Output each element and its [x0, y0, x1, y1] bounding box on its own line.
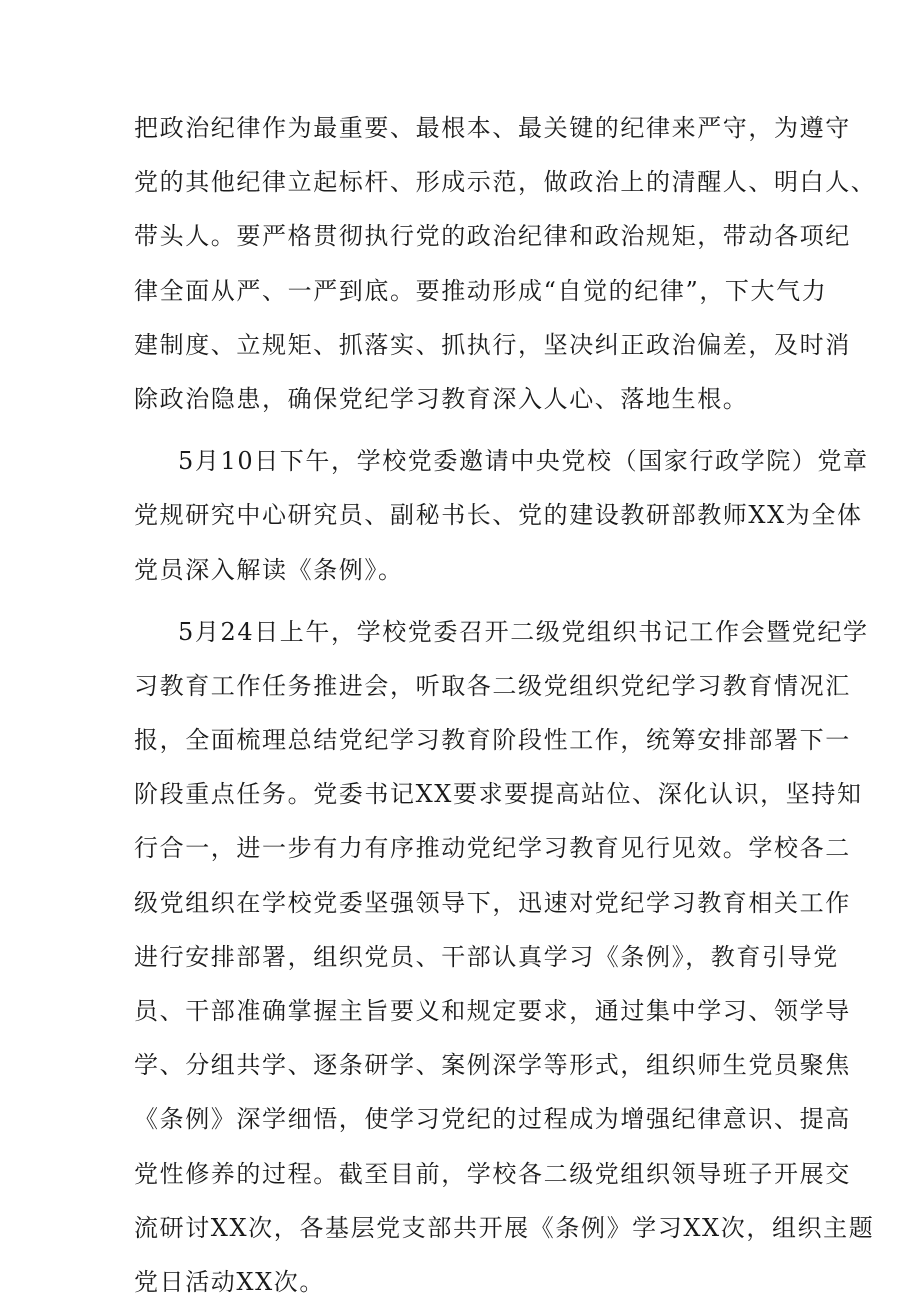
- document-body: [134, 101, 877, 1309]
- paragraph-may-10: [134, 434, 869, 597]
- paragraph-gap: [134, 597, 794, 605]
- text-line: 党员深入解读《条例》。: [134, 555, 404, 584]
- text-line: 级党组织在学校党委坚强领导下，迅速对党纪学习教育相关工作: [134, 888, 851, 917]
- text-line: 5月10日下午，学校党委邀请中央党校（国家行政学院）党章: [178, 447, 869, 476]
- text-line: 党的其他纪律立起标杆、形成示范，做政治上的清醒人、明白人、: [134, 168, 877, 197]
- text-line: 律全面从严、一严到底。要推动形成“自觉的纪律”，下大气力: [134, 276, 828, 305]
- text-line: 流研讨XX次，各基层党支部共开展《条例》学习XX次，组织主题: [134, 1213, 875, 1242]
- text-line: 阶段重点任务。党委书记XX要求要提高站位、深化认识，坚持知: [134, 780, 863, 809]
- text-line: 带头人。要严格贯彻执行党的政治纪律和政治规矩，带动各项纪: [134, 222, 851, 251]
- text-line: 学、分组共学、逐条研学、案例深学等形式，组织师生党员聚焦: [134, 1051, 851, 1080]
- text-line: 党日活动XX次。: [134, 1267, 325, 1296]
- text-line: 党性修养的过程。截至目前，学校各二级党组织领导班子开展交: [134, 1159, 851, 1188]
- paragraph-discipline: [134, 101, 877, 426]
- text-line: 习教育工作任务推进会，听取各二级党组织党纪学习教育情况汇: [134, 671, 851, 700]
- text-line: 建制度、立规矩、抓落实、抓执行，坚决纠正政治偏差，及时消: [134, 330, 851, 359]
- text-line: 《条例》深学细悟，使学习党纪的过程成为增强纪律意识、提高: [134, 1105, 851, 1134]
- paragraph-gap: [134, 426, 794, 434]
- text-line: 员、干部准确掌握主旨要义和规定要求，通过集中学习、领学导: [134, 997, 851, 1025]
- text-line: 进行安排部署，组织党员、干部认真学习《条例》，教育引导党: [134, 942, 839, 971]
- paragraph-may-24: [134, 605, 875, 1309]
- text-line: 党规研究中心研究员、副秘书长、党的建设教研部教师XX为全体: [134, 501, 863, 530]
- text-line: 5月24日上午，学校党委召开二级党组织书记工作会暨党纪学: [178, 617, 869, 646]
- text-line: 除政治隐患，确保党纪学习教育深入人心、落地生根。: [134, 384, 749, 413]
- text-line: 行合一，进一步有力有序推动党纪学习教育见行见效。学校各二: [134, 834, 851, 863]
- text-line: 报，全面梳理总结党纪学习教育阶段性工作，统筹安排部署下一: [134, 726, 851, 755]
- text-line: 把政治纪律作为最重要、最根本、最关键的纪律来严守，为遵守: [134, 114, 851, 142]
